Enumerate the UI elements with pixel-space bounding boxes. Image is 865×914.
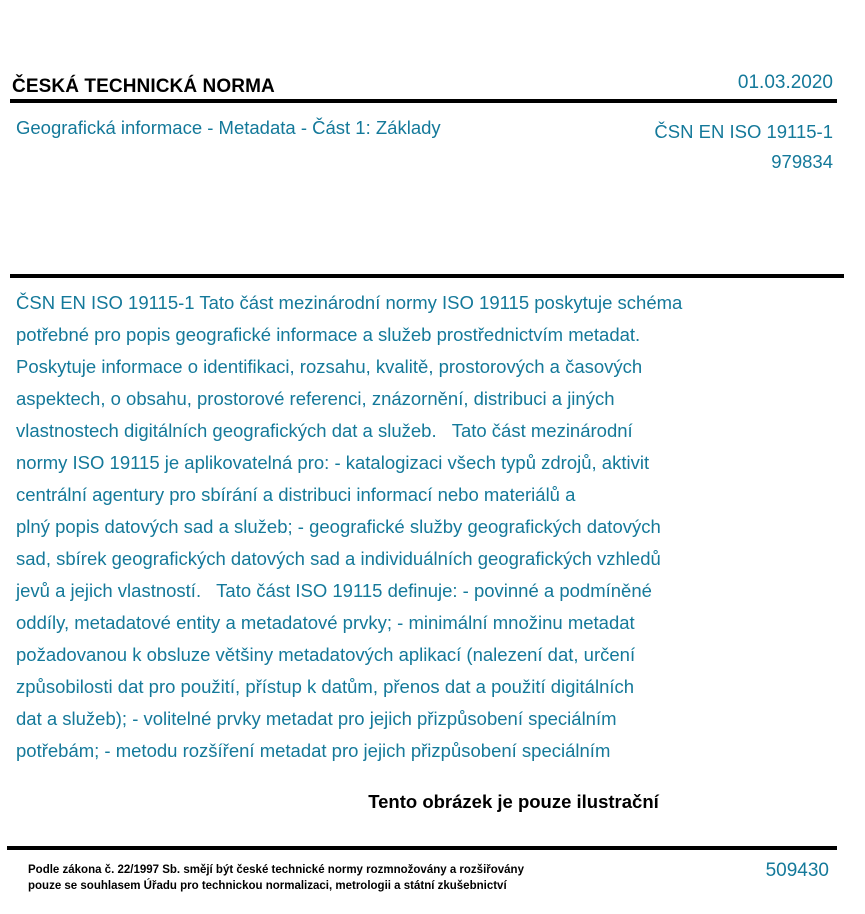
abstract-line: centrální agentury pro sbírání a distribuci informací nebo materiálů a bbox=[16, 484, 576, 505]
legal-notice-line: pouze se souhlasem Úřadu pro technickou normalizaci, metrologii a státní zkušebnictví bbox=[28, 880, 507, 892]
standard-identifiers bbox=[654, 117, 833, 177]
abstract-text bbox=[16, 287, 846, 767]
abstract-line: oddíly, metadatové entity a metadatové prvky; - minimální množinu metadat bbox=[16, 612, 635, 633]
abstract-line: požadovanou k obsluze většiny metadatových aplikací (nalezení dat, určení bbox=[16, 644, 636, 665]
legal-notice-line: Podle zákona č. 22/1997 Sb. smějí být české technické normy rozmnožovány a rozšiřovány bbox=[28, 864, 524, 876]
document-code: 509430 bbox=[765, 860, 829, 881]
illustration-note: Tento obrázek je pouze ilustrační bbox=[368, 791, 659, 812]
standard-number: ČSN EN ISO 19115-1 bbox=[654, 121, 833, 142]
abstract-line: ČSN EN ISO 19115-1 Tato část mezinárodní normy ISO 19115 poskytuje schéma bbox=[16, 292, 683, 313]
catalog-number: 979834 bbox=[771, 151, 833, 172]
abstract-line: způsobilosti dat pro použití, přístup k datům, přenos dat a použití digitálních bbox=[16, 676, 635, 697]
legal-notice bbox=[28, 862, 524, 894]
abstract-line: jevů a jejich vlastností. Tato část ISO 19115 definuje: - povinné a podmíněné bbox=[16, 580, 652, 601]
publication-date: 01.03.2020 bbox=[737, 72, 833, 93]
document-title: ČESKÁ TECHNICKÁ NORMA bbox=[12, 76, 275, 97]
middle-divider bbox=[10, 274, 844, 278]
abstract-line: aspektech, o obsahu, prostorové referenci, znázornění, distribuci a jiných bbox=[16, 388, 615, 409]
abstract-line: normy ISO 19115 je aplikovatelná pro: - katalogizaci všech typů zdrojů, aktivit bbox=[16, 452, 650, 473]
abstract-line: dat a služeb); - volitelné prvky metadat pro jejich přizpůsobení speciálním bbox=[16, 708, 617, 729]
top-divider bbox=[10, 99, 837, 103]
abstract-line: vlastnostech digitálních geografických dat a služeb. Tato část mezinárodní bbox=[16, 420, 633, 441]
bottom-divider bbox=[7, 846, 837, 850]
standard-subject: Geografická informace - Metadata - Část 1: Základy bbox=[16, 117, 441, 138]
abstract-line: potřebné pro popis geografické informace a služeb prostřednictvím metadat. bbox=[16, 324, 641, 345]
abstract-line: Poskytuje informace o identifikaci, rozsahu, kvalitě, prostorových a časových bbox=[16, 356, 643, 377]
abstract-line: plný popis datových sad a služeb; - geografické služby geografických datových bbox=[16, 516, 661, 537]
abstract-line: potřebám; - metodu rozšíření metadat pro jejich přizpůsobení speciálním bbox=[16, 740, 611, 761]
abstract-line: sad, sbírek geografických datových sad a individuálních geografických vzhledů bbox=[16, 548, 661, 569]
